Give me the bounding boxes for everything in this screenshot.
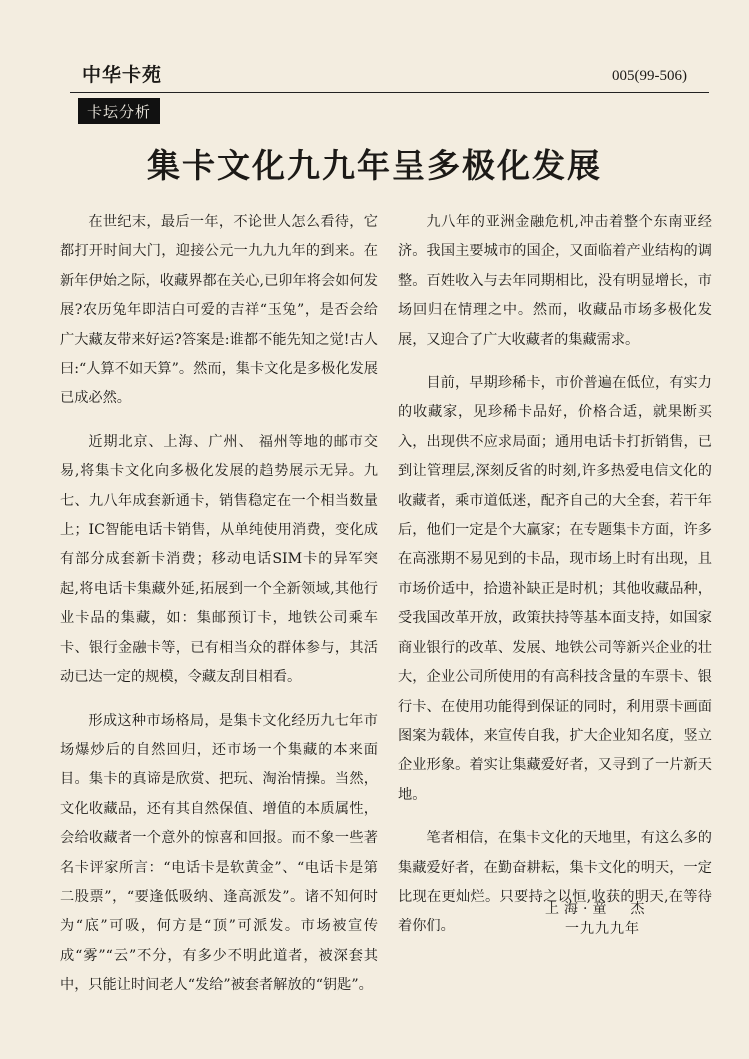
article-paragraph-continued: 九八年的亚洲金融危机,冲击着整个东南亚经济。我国主要城市的国企，又面临着产业结构的调整。百姓收入与去年同期相比，没有明显增长，市场回归在情理之中。然而，收藏品市场多极化发展，又迎合了广大收藏者的集藏需求。 (398, 214, 712, 348)
article-paragraph: 形成这种市场格局，是集卡文化经历九七年市场爆炒后的自然回归，还市场一个集藏的本来面目。集卡的真谛是欣赏、把玩、淘治情操。当然，文化收藏品，还有其自然保值、增值的本质属性，会给收藏者一个意外的惊喜和回报。而不象一些著名卡评家所言：“电话卡是软黄金”、“电话卡是第二股票”，“要逢低吸纳、逢高派发”。诸不知何时为“底”可吸，何方是“顶”可派发。市场被宣传成“雾”“云”不分，有多少不明此道者，被深套其中，只能让时间老人“发给”被套者解放的“钥匙”。 (60, 712, 378, 994)
author-name: 上海·童 杰 (545, 901, 650, 917)
section-tag: 卡坛分析 (78, 98, 160, 124)
column-name: 中华卡苑 (82, 64, 163, 86)
article-title: 集卡文化九九年呈多极化发展 (147, 146, 602, 185)
page-code: 005(99-506) (612, 68, 687, 84)
article-paragraph: 笔者相信，在集卡文化的天地里，有这么多的集藏爱好者，在勤奋耕耘，集卡文化的明天，一定比现在更灿烂。只要持之以恒,收获的明天,在等待着你们。 (398, 830, 712, 935)
article-column-left (60, 208, 378, 1015)
header-divider (70, 92, 709, 93)
article-column-right (398, 208, 712, 956)
signature-date: 一九九九年 (565, 921, 640, 937)
article-signature (545, 899, 649, 939)
article-paragraph: 在世纪末，最后一年，不论世人怎么看待，它都打开时间大门，迎接公元一九九九年的到来。在新年伊始之际，收藏界都在关心,已卯年将会如何发展?农历兔年即洁白可爱的吉祥“玉兔”，是否会给广大藏友带来好运?答案是:谁都不能先知之觉!古人曰:“人算不如天算”。然而，集卡文化是多极化发展已成必然。 (60, 214, 378, 407)
article-paragraph: 近期北京、上海、广州、 福州等地的邮市交易,将集卡文化向多极化发展的趋势展示无异。九七、九八年成套新通卡，销售稳定在一个相当数量上；IC智能电话卡销售，从单纯使用消费，变化成有部分成套新卡消费；移动电话SIM卡的异军突起,将电话卡集藏外延,拓展到一个全新领域,其他行业卡品的集藏，如：集邮预订卡，地铁公司乘车卡、银行金融卡等，已有相当众的群体参与，其活动已达一定的规模，令藏友刮目相看。 (60, 433, 378, 686)
article-paragraph: 目前，早期珍稀卡，市价普遍在低位，有实力的收藏家，见珍稀卡品好，价格合适，就果断买入，出现供不应求局面；通用电话卡打折销售，已到让管理层,深刻反省的时刻,许多热爱电信文化的收藏者，乘市道低迷，配齐自己的大全套，若干年后，他们一定是个大赢家；在专题集卡方面，许多在高涨期不易见到的卡品，现市场上时有出现，且市场价适中，拾遗补缺正是时机；其他收藏品种，受我国改革开放，政策扶持等基本面支持，如国家商业银行的改革、发展、地铁公司等新兴企业的壮大，企业公司所使用的有高科技含量的车票卡、银行卡、在使用功能得到保证的同时，利用票卡画面图案为载体，来宣传自我，扩大企业知名度，竖立企业形象。着实让集藏爱好者，又寻到了一片新天地。 (398, 375, 712, 803)
